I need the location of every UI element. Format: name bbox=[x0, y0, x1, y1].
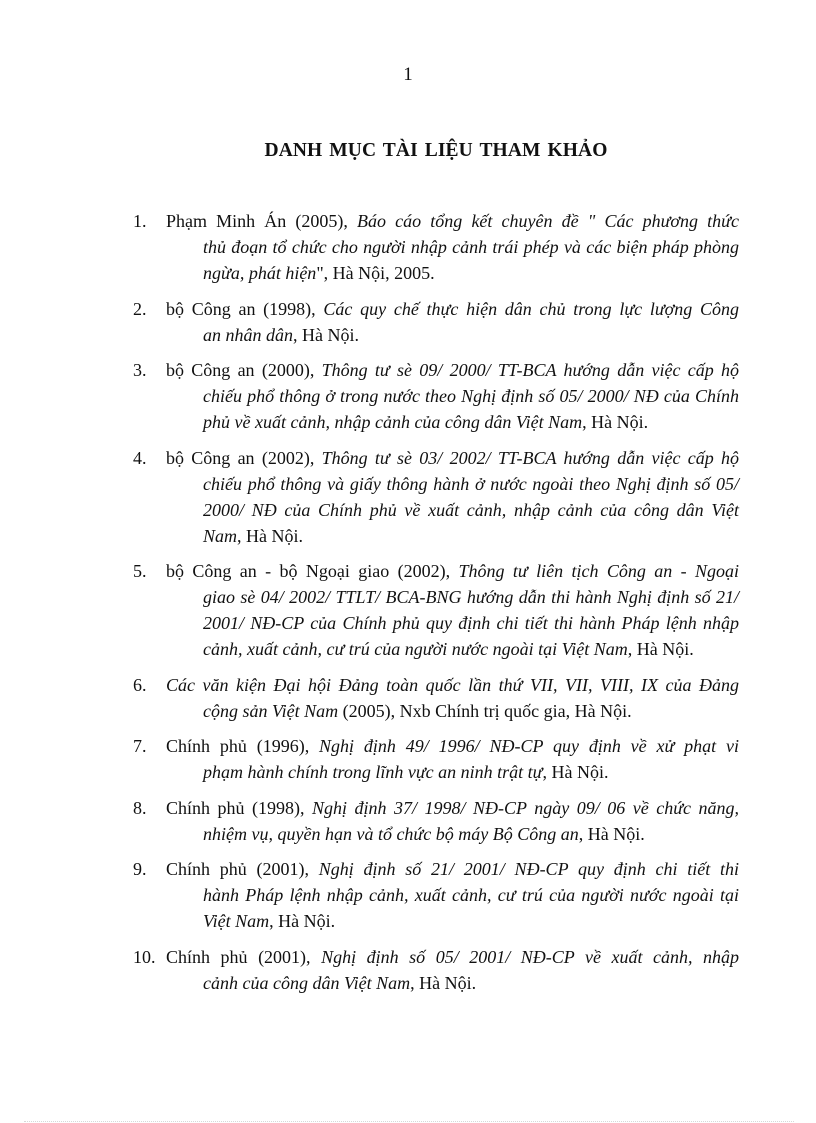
reference-title-continued: thủ đoạn tổ chức cho người nhập cảnh trái phép và các biện pháp phòng ngừa, phát hiện bbox=[203, 237, 739, 283]
reference-title: Nghị định 37/ 1998/ NĐ-CP ngày 09/ 06 về chức năng, bbox=[312, 797, 740, 818]
reference-publisher: , Hà Nội. bbox=[578, 823, 645, 844]
reference-title: Các văn kiện Đại hội Đảng toàn quốc lần thứ VII, VII, VIII, IX của Đảng bbox=[166, 674, 739, 695]
reference-continuation bbox=[166, 821, 739, 847]
reference-item bbox=[133, 856, 739, 934]
reference-title: Báo cáo tổng kết chuyên đề " Các phương thức bbox=[357, 211, 739, 231]
reference-title-continued: giao sè 04/ 2002/ TTLT/ BCA-BNG hướng dẫn thi hành Nghị định số 21/ 2001/ NĐ-CP của Chính phủ quy định chi tiết thi hành Pháp lệnh nhập cảnh, xuất cảnh, cư trú của người nước ngoài tại Việt Nam bbox=[203, 587, 739, 659]
reference-text bbox=[166, 445, 739, 549]
reference-first-line bbox=[166, 445, 739, 471]
reference-first-line bbox=[166, 672, 739, 698]
reference-text bbox=[166, 558, 739, 662]
reference-author: bộ Công an - bộ Ngoại giao (2002), bbox=[166, 561, 459, 581]
reference-author: bộ Công an (2000), bbox=[166, 360, 322, 380]
reference-item bbox=[133, 445, 739, 549]
reference-text bbox=[166, 733, 739, 785]
reference-title: Thông tư sè 09/ 2000/ TT-BCA hướng dẫn việc cấp hộ bbox=[321, 360, 740, 380]
reference-item bbox=[133, 795, 739, 847]
reference-first-line bbox=[166, 856, 739, 882]
reference-first-line bbox=[166, 944, 739, 970]
reference-number: 1. bbox=[133, 211, 147, 231]
reference-continuation bbox=[166, 383, 739, 435]
reference-author: Phạm Minh Án (2005), bbox=[166, 211, 358, 231]
reference-title-continued: hành Pháp lệnh nhập cảnh, xuất cảnh, cư trú của người nước ngoài tại Việt Nam bbox=[203, 885, 739, 931]
reference-text bbox=[166, 944, 739, 996]
reference-first-line bbox=[166, 795, 739, 821]
reference-author: bộ Công an (2002), bbox=[166, 447, 322, 468]
reference-publisher: , Hà Nội. bbox=[269, 911, 336, 931]
reference-item bbox=[133, 672, 739, 724]
reference-first-line bbox=[166, 296, 739, 322]
reference-number: 2. bbox=[133, 298, 147, 319]
reference-publisher: , Hà Nội. bbox=[582, 412, 649, 432]
reference-text bbox=[166, 856, 739, 934]
reference-title-continued: chiếu phổ thông ở trong nước theo Nghị định số 05/ 2000/ NĐ của Chính phủ về xuất cảnh, nhập cảnh của công dân Việt Nam bbox=[203, 386, 739, 432]
reference-number: 9. bbox=[133, 859, 147, 879]
reference-item bbox=[133, 357, 739, 435]
reference-author: bộ Công an (1998), bbox=[166, 298, 324, 319]
reference-item bbox=[133, 558, 739, 662]
reference-item bbox=[133, 208, 739, 286]
reference-title-continued: cảnh của công dân Việt Nam bbox=[203, 972, 411, 993]
reference-first-line bbox=[166, 733, 739, 759]
reference-first-line bbox=[166, 357, 739, 383]
reference-title: Thông tư liên tịch Công an - Ngoại bbox=[458, 561, 739, 581]
reference-text bbox=[166, 296, 739, 348]
reference-continuation bbox=[166, 698, 739, 724]
reference-number: 7. bbox=[133, 736, 147, 756]
reference-title-continued: chiếu phổ thông và giấy thông hành ở nước ngoài theo Nghị định số 05/ 2000/ NĐ của Chính phủ về xuất cảnh, nhập cảnh của công dân Việt Nam bbox=[203, 473, 739, 546]
reference-title: Thông tư sè 03/ 2002/ TT-BCA hướng dẫn việc cấp hộ bbox=[321, 447, 740, 468]
reference-continuation bbox=[166, 584, 739, 662]
reference-title-continued: nhiệm vụ, quyền hạn và tổ chức bộ máy Bộ Công an bbox=[203, 823, 579, 844]
reference-author: Chính phủ (2001), bbox=[166, 946, 322, 967]
reference-continuation bbox=[166, 471, 739, 549]
reference-number: 6. bbox=[133, 674, 147, 695]
reference-title: Các quy chế thực hiện dân chủ trong lực lượng Công bbox=[323, 298, 740, 319]
reference-title-continued: phạm hành chính trong lĩnh vực an ninh trật tự bbox=[203, 762, 543, 782]
reference-first-line bbox=[166, 208, 739, 234]
reference-publisher: , Hà Nội. bbox=[627, 639, 694, 659]
reference-author: Chính phủ (1996), bbox=[166, 736, 320, 756]
reference-publisher: , Hà Nội. bbox=[410, 972, 477, 993]
reference-text bbox=[166, 672, 739, 724]
reference-number: 8. bbox=[133, 797, 147, 818]
reference-publisher: ", Hà Nội, 2005. bbox=[316, 263, 435, 283]
reference-number: 5. bbox=[133, 561, 147, 581]
reference-title-continued: an nhân dân bbox=[203, 324, 293, 345]
page-number: 1 bbox=[403, 64, 413, 85]
reference-number: 10. bbox=[133, 946, 156, 967]
reference-publisher: , Hà Nội. bbox=[237, 525, 304, 546]
reference-author: Chính phủ (2001), bbox=[166, 859, 319, 879]
reference-list bbox=[133, 208, 739, 1005]
reference-continuation bbox=[166, 882, 739, 934]
reference-title: Nghị định số 21/ 2001/ NĐ-CP quy định chi tiết thi bbox=[318, 859, 739, 879]
reference-continuation bbox=[166, 322, 739, 348]
reference-title: Nghị định 49/ 1996/ NĐ-CP quy định về xử phạt vi bbox=[319, 736, 739, 756]
reference-text bbox=[166, 795, 739, 847]
reference-publisher: , Hà Nội. bbox=[542, 762, 609, 782]
page-title: DANH MỤC TÀI LIỆU THAM KHẢO bbox=[264, 140, 608, 161]
reference-continuation bbox=[166, 759, 739, 785]
reference-first-line bbox=[166, 558, 739, 584]
page-bottom-rule bbox=[24, 1121, 794, 1122]
reference-title: Nghị định số 05/ 2001/ NĐ-CP về xuất cảnh, nhập bbox=[321, 946, 739, 967]
reference-continuation bbox=[166, 234, 739, 286]
reference-continuation bbox=[166, 970, 739, 996]
reference-publisher: (2005), Nxb Chính trị quốc gia, Hà Nội. bbox=[338, 700, 632, 721]
reference-text bbox=[166, 208, 739, 286]
reference-number: 4. bbox=[133, 447, 147, 468]
reference-number: 3. bbox=[133, 360, 147, 380]
reference-publisher: , Hà Nội. bbox=[293, 324, 359, 345]
reference-text bbox=[166, 357, 739, 435]
reference-author: Chính phủ (1998), bbox=[166, 797, 313, 818]
reference-item bbox=[133, 944, 739, 996]
reference-item bbox=[133, 733, 739, 785]
reference-item bbox=[133, 296, 739, 348]
reference-title-continued: cộng sản Việt Nam bbox=[203, 700, 339, 721]
